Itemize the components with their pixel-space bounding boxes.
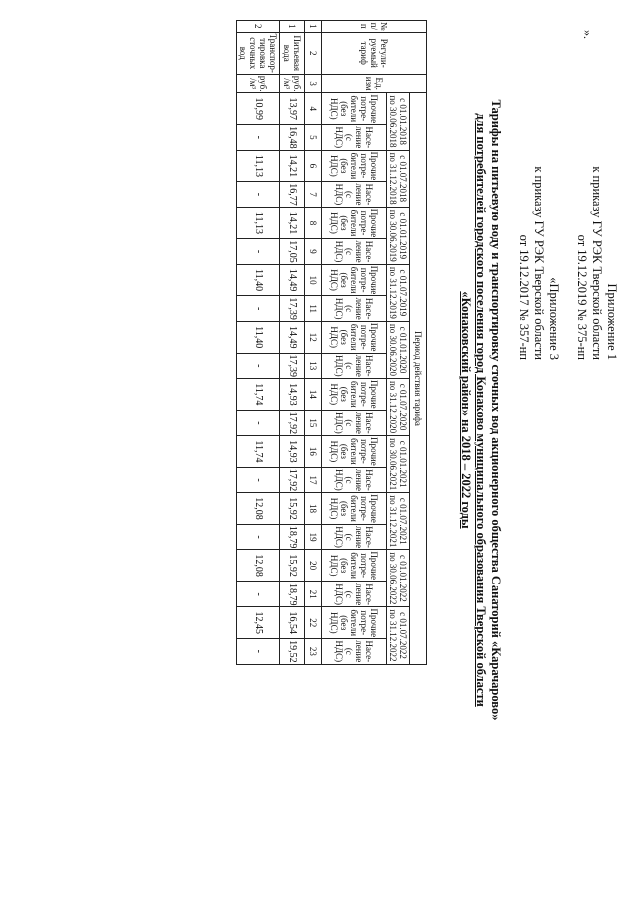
row-value: - — [237, 239, 280, 265]
column-number: 11 — [305, 296, 322, 322]
header-population: Насе-ление (с НДС) — [322, 467, 387, 493]
column-number: 18 — [305, 493, 322, 525]
row-value: 16,48 — [280, 125, 305, 151]
column-number: 7 — [305, 182, 322, 208]
header-population: Насе-ление (с НДС) — [322, 353, 387, 379]
header-period-range: с 01.07.2018 по 31.12.2018 — [387, 150, 410, 207]
row-value: 12,45 — [237, 607, 280, 639]
appendix-1-line-1: Приложение 1 — [605, 283, 619, 360]
row-value: - — [237, 524, 280, 550]
header-other-consumers: Прочие потре-бители (без НДС) — [322, 150, 387, 182]
column-number: 10 — [305, 264, 322, 296]
column-number: 20 — [305, 550, 322, 582]
header-other-consumers: Прочие потре-бители (без НДС) — [322, 207, 387, 239]
header-population: Насе-ление (с НДС) — [322, 182, 387, 208]
row-value: 14,49 — [280, 264, 305, 296]
column-number: 19 — [305, 524, 322, 550]
header-population: Насе-ление (с НДС) — [322, 581, 387, 607]
column-number: 12 — [305, 321, 322, 353]
header-period: Период действия тарифа — [410, 93, 427, 664]
column-number: 9 — [305, 239, 322, 265]
row-value: 12,08 — [237, 550, 280, 582]
row-tariff-name: Питьевая вода — [280, 32, 305, 74]
header-sub-row — [322, 21, 387, 665]
table-row — [280, 21, 305, 665]
row-value: - — [237, 639, 280, 665]
title-line-3: «Конаковский район» на 2018 – 2022 годы — [459, 291, 473, 529]
header-period-range: с 01.01.2022 по 30.06.2022 — [387, 550, 410, 607]
header-other-consumers: Прочие потре-бители (без НДС) — [322, 264, 387, 296]
column-number: 3 — [305, 74, 322, 93]
row-num: 2 — [237, 21, 280, 33]
header-num: № п/п — [322, 21, 427, 33]
appendix-1-line-3: от 19.12.2019 № 375-нп — [575, 234, 589, 360]
header-period-range: с 01.07.2022 по 31.12.2022 — [387, 607, 410, 664]
tariff-table — [236, 20, 427, 665]
row-unit: руб. /м³ — [237, 74, 280, 93]
row-tariff-name: Транспор-тировка сточных вод — [238, 33, 278, 73]
row-unit: руб. /м³ — [280, 74, 305, 93]
row-value: 17,39 — [280, 296, 305, 322]
header-other-consumers: Прочие потре-бители (без НДС) — [322, 321, 387, 353]
header-other-consumers: Прочие потре-бители (без НДС) — [322, 493, 387, 525]
header-period-range: с 01.01.2020 по 30.06.2020 — [387, 321, 410, 378]
row-value: 15,92 — [280, 493, 305, 525]
row-value: 18,79 — [280, 524, 305, 550]
row-value: - — [237, 125, 280, 151]
column-number: 15 — [305, 410, 322, 436]
header-population: Насе-ление (с НДС) — [322, 125, 387, 151]
row-value: 14,93 — [280, 436, 305, 468]
header-periods-row — [387, 21, 410, 665]
row-value: 16,77 — [280, 182, 305, 208]
column-number: 8 — [305, 207, 322, 239]
row-value: - — [237, 467, 280, 493]
row-value: 17,92 — [280, 467, 305, 493]
document-title — [458, 70, 503, 750]
row-value: 17,39 — [280, 353, 305, 379]
row-value: 18,79 — [280, 581, 305, 607]
row-value: 14,21 — [280, 207, 305, 239]
column-number: 14 — [305, 379, 322, 411]
column-number: 5 — [305, 125, 322, 151]
column-number: 13 — [305, 353, 322, 379]
row-value: 14,93 — [280, 379, 305, 411]
header-population: Насе-ление (с НДС) — [322, 239, 387, 265]
header-other-consumers: Прочие потре-бители (без НДС) — [322, 607, 387, 639]
table-row — [237, 21, 280, 665]
appendix-3-line-1: «Приложение 3 — [547, 277, 561, 360]
appendix-3-block — [516, 22, 561, 360]
column-number: 21 — [305, 581, 322, 607]
column-number: 4 — [305, 93, 322, 125]
column-number: 22 — [305, 607, 322, 639]
appendix-1-line-2: к приказу ГУ РЭК Тверской области — [590, 166, 604, 360]
header-period-range: с 01.01.2021 по 30.06.2021 — [387, 436, 410, 493]
appendix-3-line-3: от 19.12.2017 № 357-нп — [517, 234, 531, 360]
row-value: - — [237, 353, 280, 379]
row-value: 12,08 — [237, 493, 280, 525]
row-value: 14,21 — [280, 150, 305, 182]
row-value: 17,05 — [280, 239, 305, 265]
header-unit: Ед. изм — [322, 74, 427, 93]
row-value: - — [237, 410, 280, 436]
header-period-range: с 01.01.2018 по 30.06.2018 — [387, 93, 410, 150]
column-number: 17 — [305, 467, 322, 493]
row-value: - — [237, 182, 280, 208]
header-population: Насе-ление (с НДС) — [322, 639, 387, 665]
column-number: 16 — [305, 436, 322, 468]
header-period-range: с 01.01.2019 по 30.06.2019 — [387, 207, 410, 264]
closing-quote: ». — [581, 30, 595, 39]
header-period-range: с 01.07.2021 по 31.12.2021 — [387, 493, 410, 550]
row-value: 11,74 — [237, 379, 280, 411]
title-line-2: для потребителей городского поселения город Конаково муниципального образования Тверской области — [474, 113, 488, 707]
row-value: 11,13 — [237, 207, 280, 239]
appendix-3-line-2: к приказу ГУ РЭК Тверской области — [532, 166, 546, 360]
header-population: Насе-ление (с НДС) — [322, 524, 387, 550]
column-numbers-row — [305, 21, 322, 665]
row-value: 10,99 — [237, 93, 280, 125]
row-value: 16,54 — [280, 607, 305, 639]
column-number: 2 — [305, 32, 322, 74]
row-value: 19,52 — [280, 639, 305, 665]
header-period-range: с 01.07.2020 по 31.12.2020 — [387, 379, 410, 436]
header-other-consumers: Прочие потре-бители (без НДС) — [322, 436, 387, 468]
row-value: 14,49 — [280, 321, 305, 353]
row-value: - — [237, 296, 280, 322]
row-value: 11,74 — [237, 436, 280, 468]
header-other-consumers: Прочие потре-бители (без НДС) — [322, 550, 387, 582]
row-value: 17,92 — [280, 410, 305, 436]
column-number: 23 — [305, 639, 322, 665]
row-value: 11,40 — [237, 321, 280, 353]
row-value: 13,97 — [280, 93, 305, 125]
row-value: 15,92 — [280, 550, 305, 582]
header-population: Насе-ление (с НДС) — [322, 410, 387, 436]
column-number: 1 — [305, 21, 322, 33]
title-line-1: Тарифы на питьевую воду и транспортировку сточных вод акционерного общества Санаторий «Карачарово» — [489, 99, 503, 721]
header-other-consumers: Прочие потре-бители (без НДС) — [322, 93, 387, 125]
row-value: 11,40 — [237, 264, 280, 296]
header-population: Насе-ление (с НДС) — [322, 296, 387, 322]
header-other-consumers: Прочие потре-бители (без НДС) — [322, 379, 387, 411]
header-period-range: с 01.07.2019 по 31.12.2019 — [387, 264, 410, 321]
column-number: 6 — [305, 150, 322, 182]
row-value: - — [237, 581, 280, 607]
header-row — [410, 21, 427, 665]
appendix-1-block — [574, 30, 619, 360]
row-num: 1 — [280, 21, 305, 33]
header-tariff: Регули-руемый тариф — [322, 32, 427, 74]
row-value: 11,13 — [237, 150, 280, 182]
